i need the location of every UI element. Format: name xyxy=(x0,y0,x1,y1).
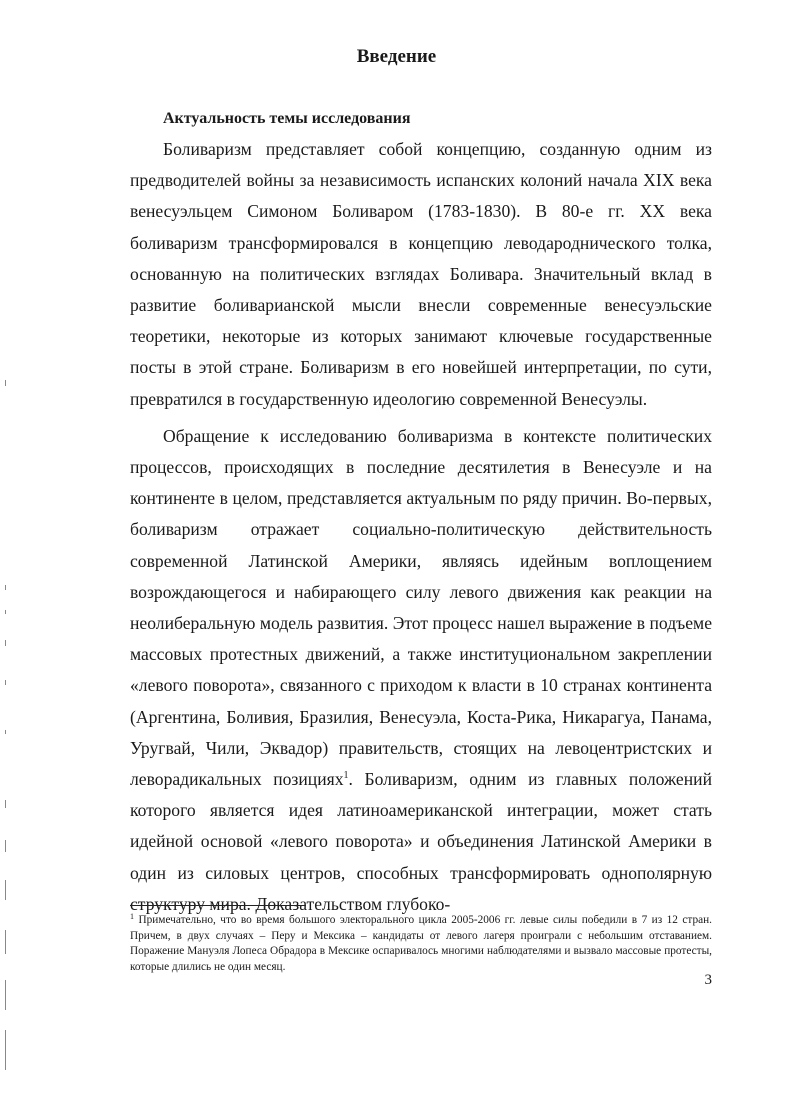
section-heading: Актуальность темы исследования xyxy=(163,110,411,127)
scan-margin-marks xyxy=(2,370,14,1090)
body-text xyxy=(130,134,712,920)
footnote-reference: 1 xyxy=(343,770,349,782)
footnote-text: Примечательно, что во время большого электорального цикла 2005-2006 гг. левые силы победили в 7 из 12 стран. Причем, в двух случаях – Перу и Мексика – кандидаты от левого лагеря проиграли с небольшим отставанием. Поражение Мануэля Лопеса Обрадора в Мексике оспаривалось многими наблюдателями и вызвало массовые протесты, которые длились не один месяц. xyxy=(130,914,712,973)
page-title: Введение xyxy=(356,46,437,67)
footnote-marker: 1 xyxy=(130,912,134,921)
paragraph-2-text: Обращение к исследованию боливаризма в контексте политических процессов, происходящих в последние десятилетия в Венесуэле и на континенте в целом, представляется актуальным по ряду причин. Во-первых, боливаризм отражает социально-политическую действительность современной Латинской Америки, являясь идейным воплощением возрождающегося и набирающего силу левого движения как реакции на неолиберальную модель развития. Этот процесс нашел выражение в подъеме массовых протестных движений, а также институциональном закреплении «левого поворота», связанного с приходом к власти в 10 странах континента (Аргентина, Боливия, Бразилия, Венесуэла, Коста-Рика, Никарагуа, Панама, Уругвай, Чили, Эквадор) правительств, стоящих на левоцентристских и леворадикальных позициях xyxy=(130,425,712,790)
footnote-divider xyxy=(130,905,306,906)
page-number: 3 xyxy=(704,972,712,988)
paragraph-1: Боливаризм представляет собой концепцию, созданную одним из предводителей войны за независимость испанских колоний начала XIX века венесуэльцем Симоном Боливаром (1783-1830). В 80-е гг. XX века боливаризм трансформировался в концепцию леводароднического толка, основанную на политических взглядах Боливара. Значительный вклад в развитие боливарианской мысли внесли современные венесуэльские теоретики, некоторые из которых занимают ключевые государственные посты в этой стране. Боливаризм в его новейшей интерпретации, по сути, превратился в государственную идеологию современной Венесуэлы. xyxy=(130,139,712,409)
paragraph-2-continuation: . Боливаризм, одним из главных положений которого является идея латиноамериканской интеграции, может стать идейной основой «левого поворота» и объединения Латинской Америки в один из силовых центров, способных трансформировать однополярную структуру мира. Доказательством глубоко- xyxy=(130,769,712,914)
paragraph-2 xyxy=(130,421,712,920)
footnote xyxy=(130,913,712,975)
